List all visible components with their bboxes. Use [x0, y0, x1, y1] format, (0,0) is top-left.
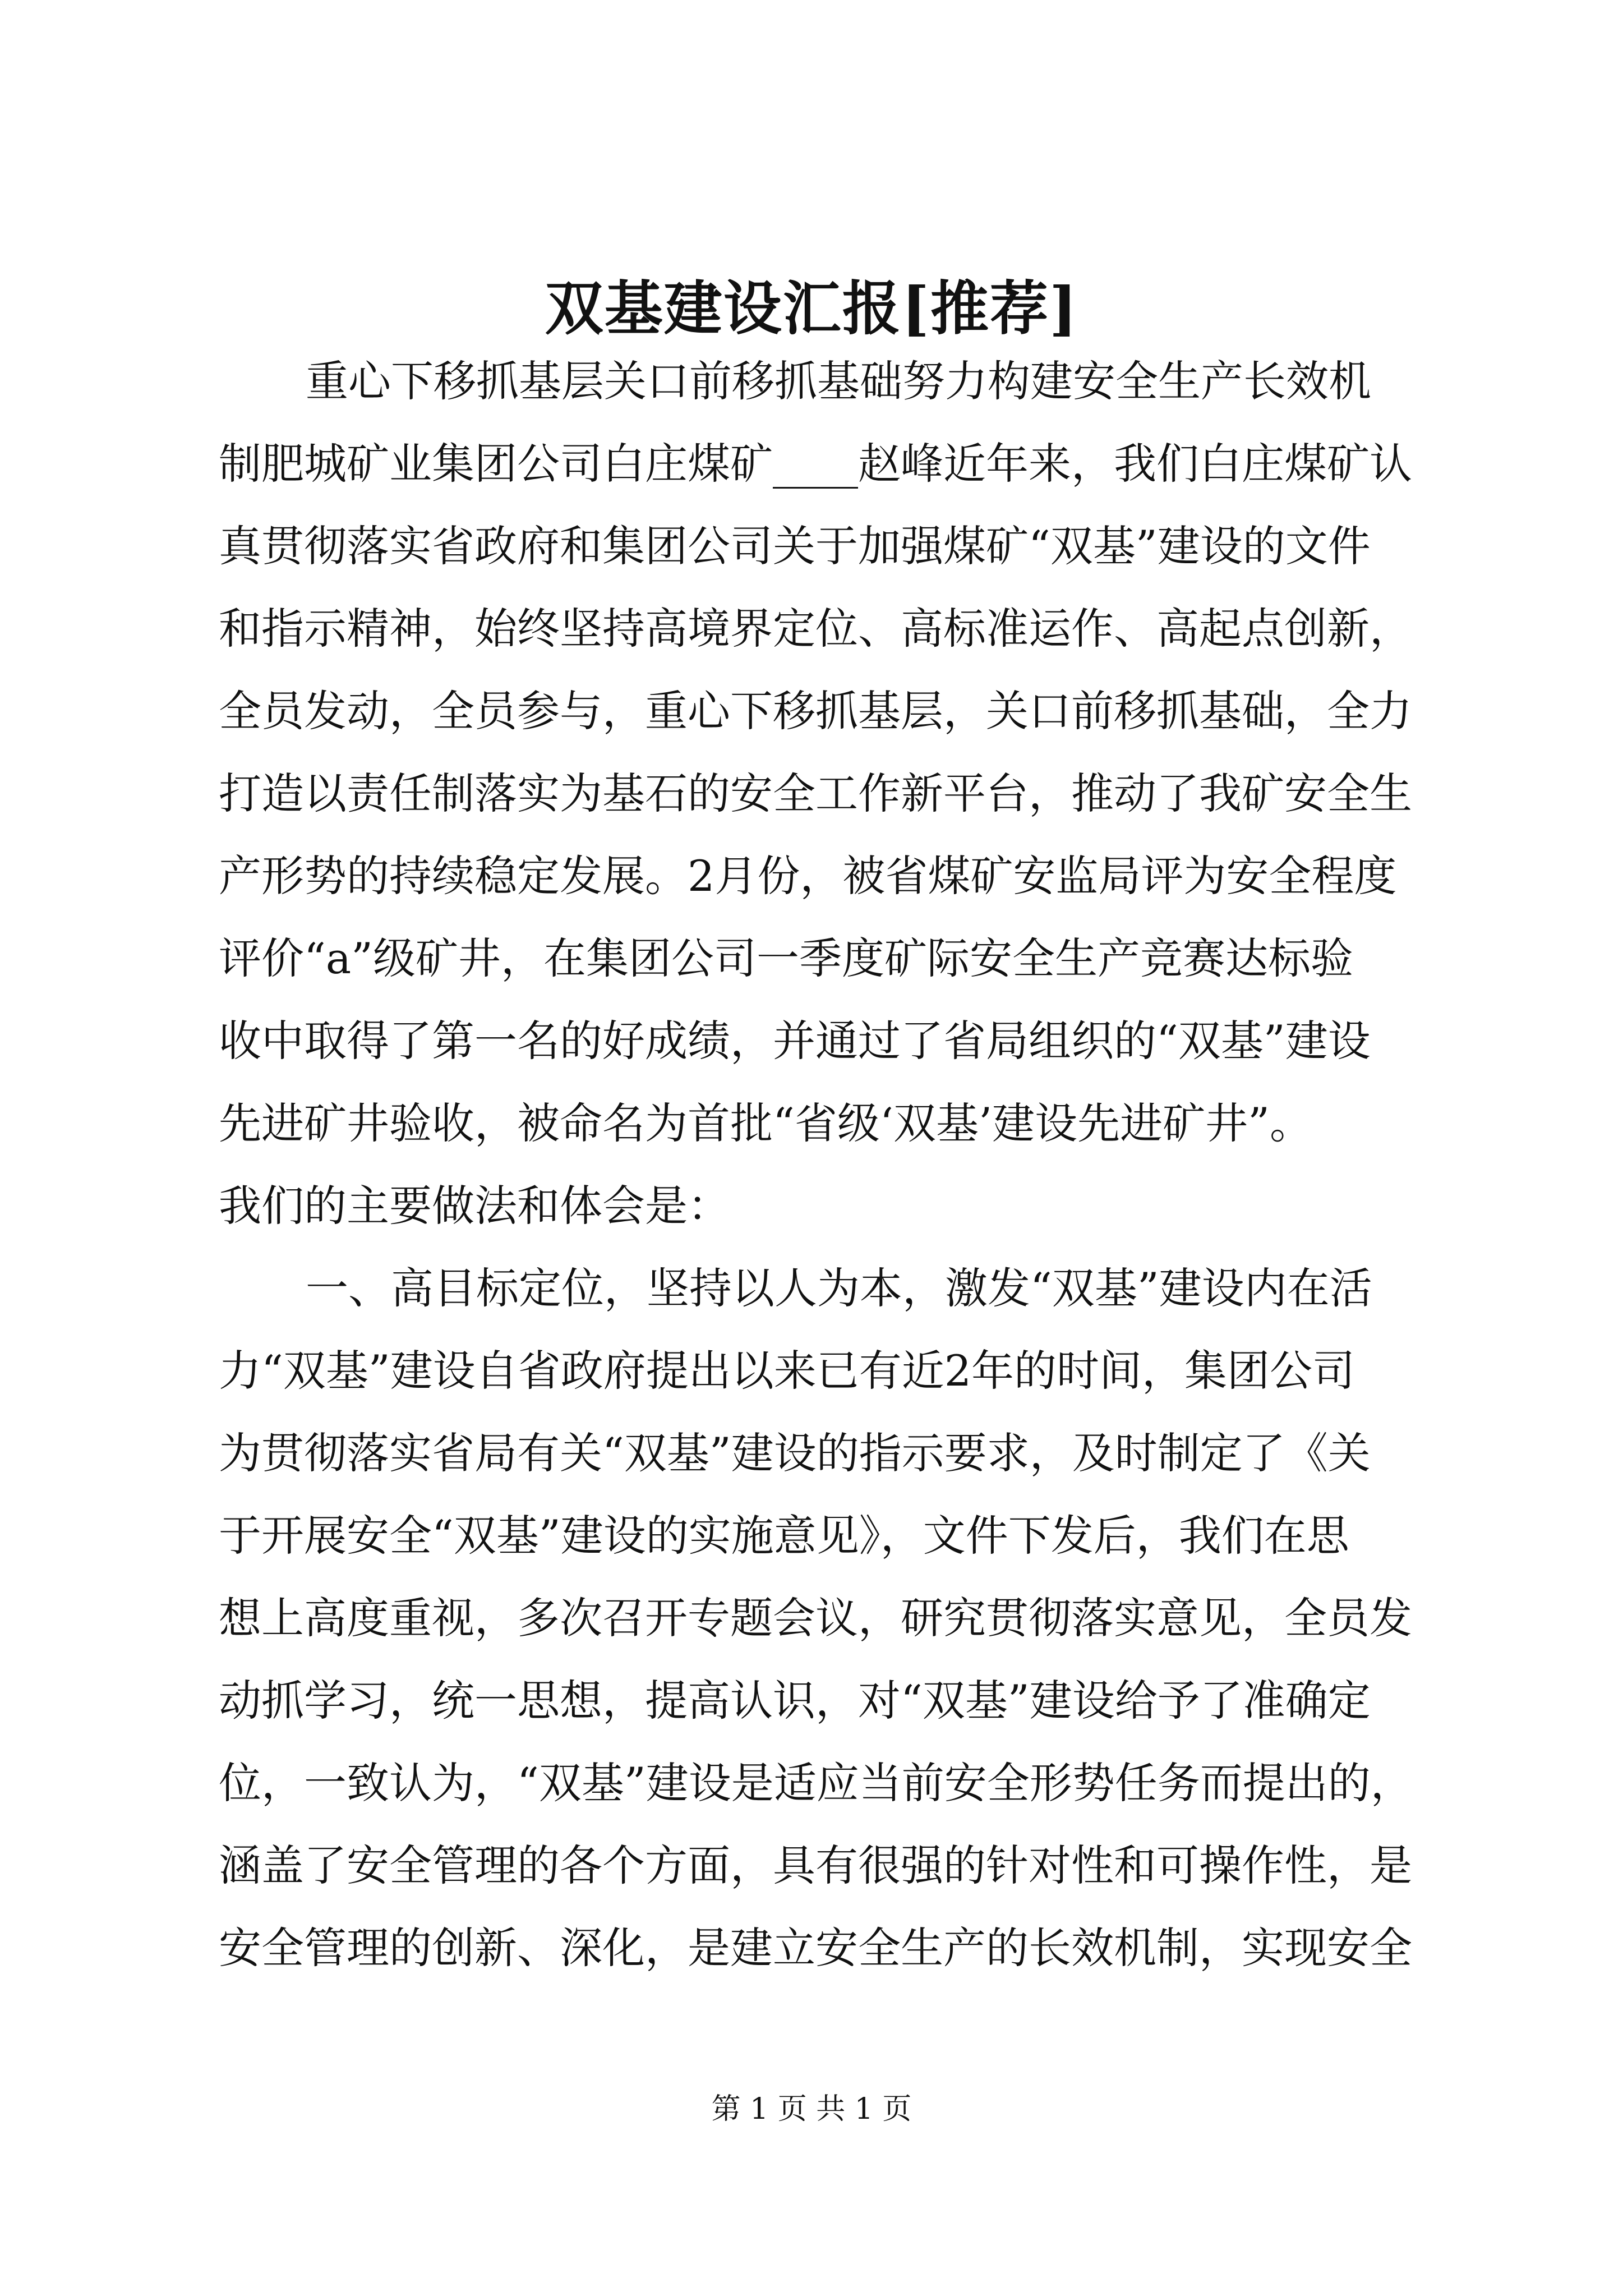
- body-line: 为贯彻落实省局有关“双基”建设的指示要求，及时制定了《关: [219, 1428, 1371, 1478]
- body-line: 收中取得了第一名的好成绩，并通过了省局组织的“双基”建设: [219, 1016, 1371, 1066]
- body-line: 打造以责任制落实为基石的安全工作新平台，推动了我矿安全生: [219, 769, 1412, 818]
- body-line: 全员发动，全员参与，重心下移抓基层，关口前移抓基础，全力: [219, 686, 1412, 736]
- body-line: 动抓学习，统一思想，提高认识，对“双基”建设给予了准确定: [219, 1676, 1371, 1726]
- body-line: 力“双基”建设自省政府提出以来已有近2年的时间，集团公司: [219, 1346, 1355, 1396]
- body-line: 真贯彻落实省政府和集团公司关于加强煤矿“双基”建设的文件: [219, 521, 1371, 571]
- body-line: 一、高目标定位，坚持以人为本，激发“双基”建设内在活: [306, 1263, 1372, 1313]
- body-line: 于开展安全“双基”建设的实施意见》，文件下发后，我们在思: [219, 1511, 1349, 1561]
- body-line: 安全管理的创新、深化，是建立安全生产的长效机制，实现安全: [219, 1923, 1412, 1973]
- body-line: 和指示精神，始终坚持高境界定位、高标准运作、高起点创新，: [219, 604, 1412, 654]
- body-line: 制肥城矿业集团公司白庄煤矿____赵峰近年来，我们白庄煤矿认: [219, 439, 1412, 489]
- body-line: 我们的主要做法和体会是：: [219, 1181, 730, 1231]
- body-line: 涵盖了安全管理的各个方面，具有很强的针对性和可操作性，是: [219, 1841, 1412, 1890]
- body-line: 位，一致认为，“双基”建设是适应当前安全形势任务而提出的，: [219, 1758, 1413, 1808]
- body-line: 评价“a”级矿井，在集团公司一季度矿际安全生产竞赛达标验: [219, 933, 1354, 983]
- body-line: 想上高度重视，多次召开专题会议，研究贯彻落实意见，全员发: [219, 1593, 1412, 1643]
- body-line: 产形势的持续稳定发展。2月份，被省煤矿安监局评为安全程度: [219, 851, 1397, 901]
- document-title: 双基建设汇报[推荐]: [545, 274, 1078, 343]
- body-line: 先进矿井验收，被命名为首批“省级‘双基’建设先进矿井”。: [219, 1098, 1313, 1148]
- page-footer: 第 1 页 共 1 页: [711, 2092, 912, 2126]
- body-line: 重心下移抓基层关口前移抓基础努力构建安全生产长效机: [306, 356, 1371, 406]
